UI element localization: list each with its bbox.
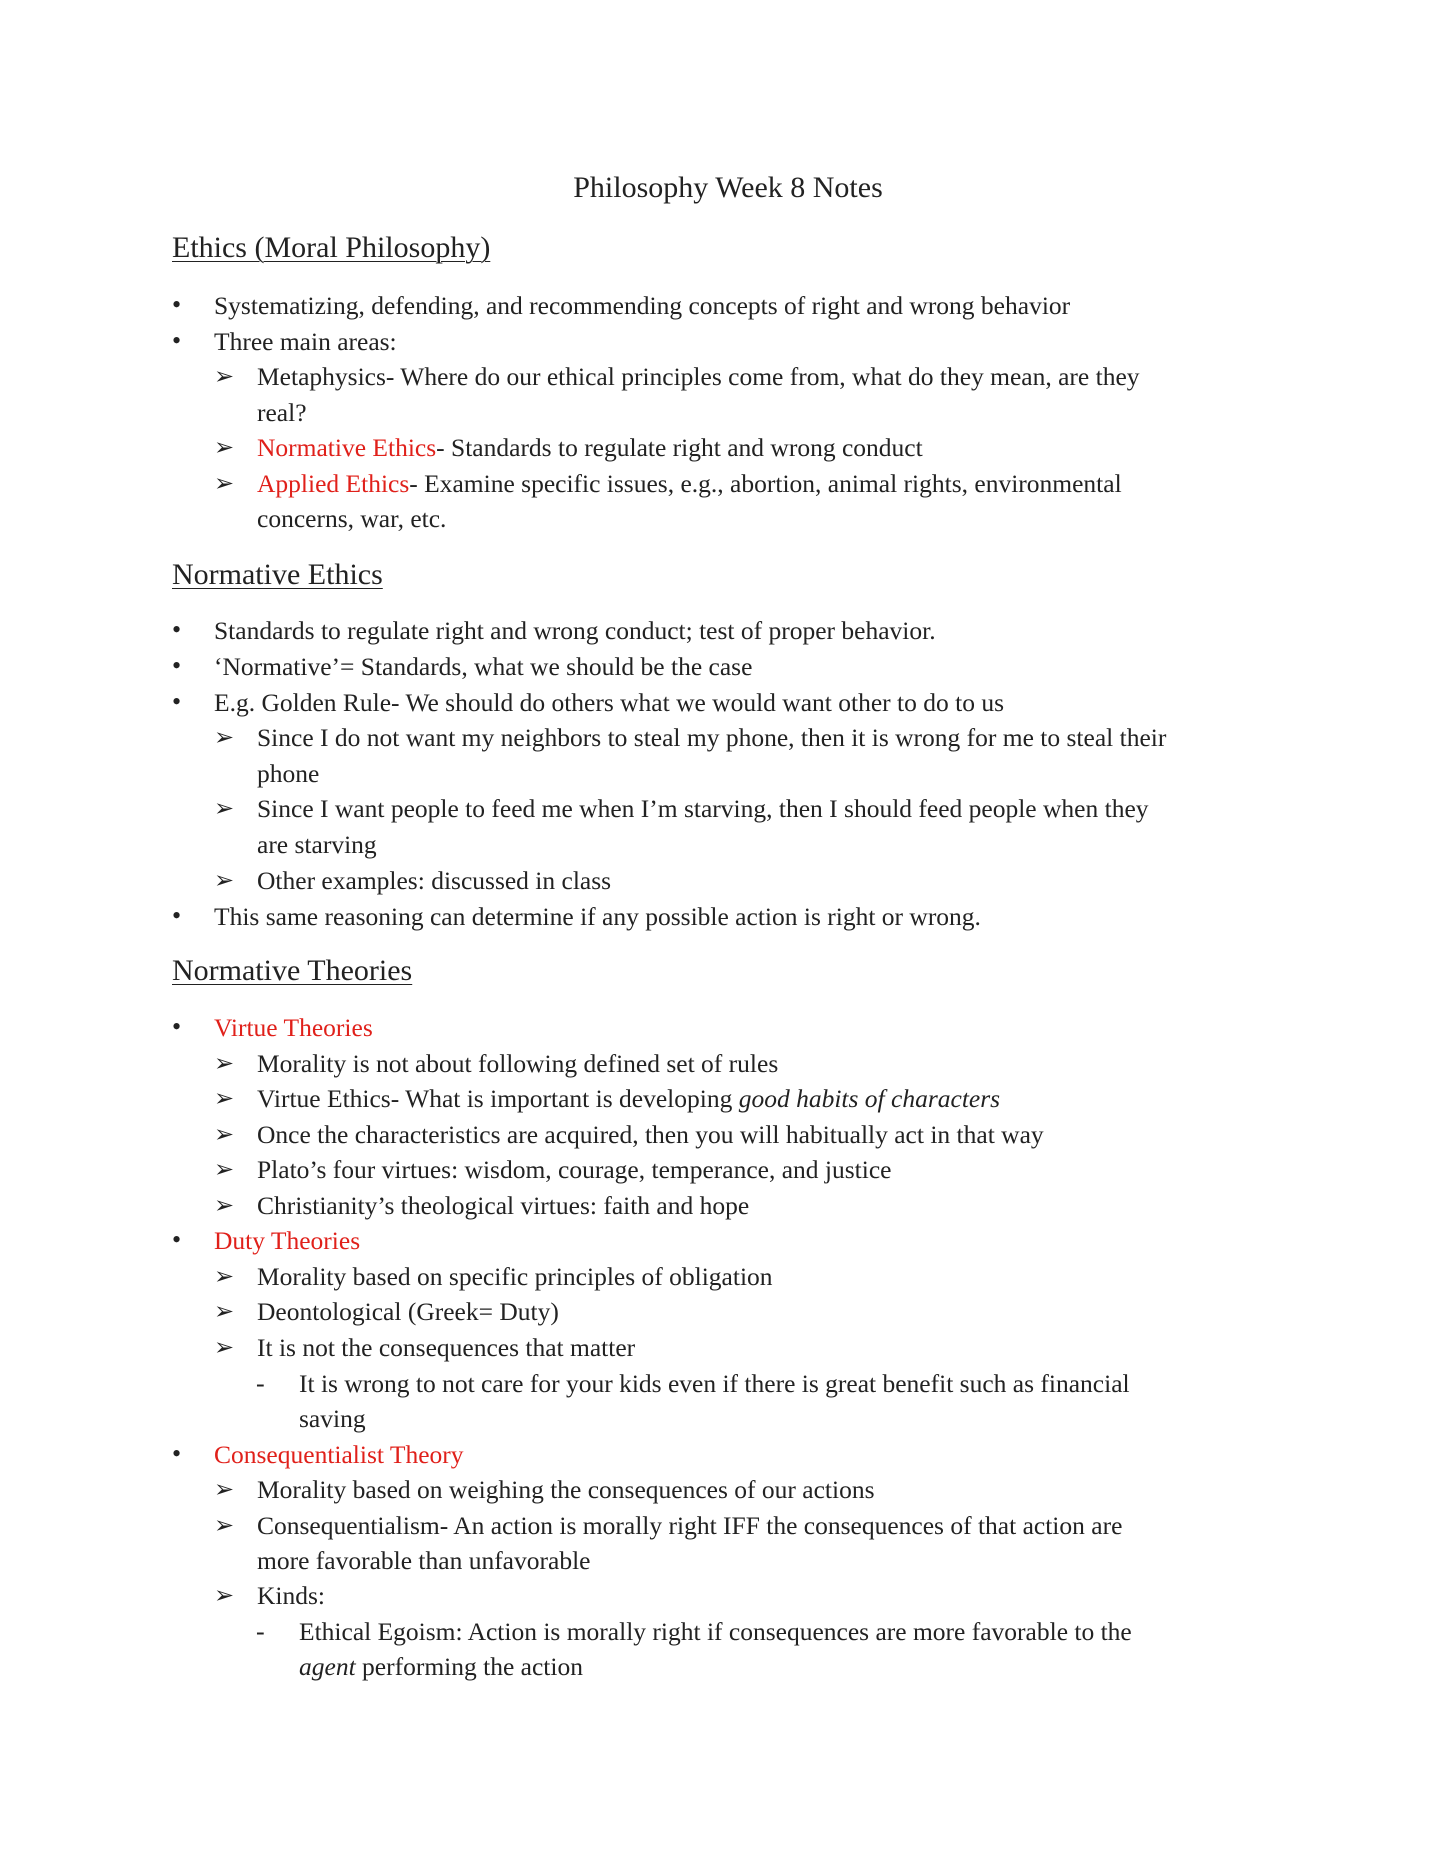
arrow-marker: ➢ (214, 1122, 235, 1148)
arrow-marker: ➢ (214, 868, 235, 894)
bullet-marker: • (172, 1012, 182, 1041)
list-item (257, 1083, 1000, 1115)
bullet-marker: • (172, 326, 182, 355)
bullet-marker: • (172, 615, 182, 644)
list-item: E.g. Golden Rule- We should do others what we would want other to do to us (214, 688, 1004, 717)
list-item: ‘Normative’= Standards, what we should be the case (214, 652, 753, 681)
theory-title-consequentialist: Consequentialist Theory (214, 1440, 464, 1469)
arrow-marker: ➢ (214, 796, 235, 822)
bullet-marker: • (172, 290, 182, 319)
bullet-marker: • (172, 901, 182, 930)
bullet-marker: • (172, 651, 182, 680)
list-item: Since I do not want my neighbors to steal my phone, then it is wrong for me to steal their (257, 723, 1167, 752)
list-item: Three main areas: (214, 327, 397, 356)
section-heading-normative-ethics: Normative Ethics (172, 558, 383, 591)
list-item: Ethical Egoism: Action is morally right if consequences are more favorable to the (299, 1617, 1132, 1646)
list-item: Once the characteristics are acquired, then you will habitually act in that way (257, 1120, 1044, 1149)
arrow-marker: ➢ (214, 1335, 235, 1361)
italic-term: good habits of characters (738, 1084, 1001, 1113)
list-item: Other examples: discussed in class (257, 866, 612, 895)
list-item: Deontological (Greek= Duty) (257, 1297, 559, 1326)
list-item-continuation (299, 1651, 583, 1683)
list-item: Metaphysics- Where do our ethical principles come from, what do they mean, are they (257, 362, 1140, 391)
arrow-marker: ➢ (214, 1086, 235, 1112)
item-text: Virtue Ethics- What is important is developing (257, 1084, 739, 1113)
list-item-continuation: more favorable than unfavorable (257, 1546, 591, 1575)
list-item (257, 468, 1122, 500)
arrow-marker: ➢ (214, 1157, 235, 1183)
item-text: - Examine specific issues, e.g., abortion, animal rights, environmental (409, 469, 1122, 498)
item-text: - Standards to regulate right and wrong conduct (436, 433, 923, 462)
theory-title-duty: Duty Theories (214, 1226, 361, 1255)
highlighted-term: Normative Ethics (257, 433, 437, 462)
arrow-marker: ➢ (214, 1264, 235, 1290)
arrow-marker: ➢ (214, 1477, 235, 1503)
arrow-marker: ➢ (214, 1583, 235, 1609)
list-item: Standards to regulate right and wrong conduct; test of proper behavior. (214, 616, 936, 645)
dash-marker: - (256, 1617, 265, 1646)
highlighted-term: Applied Ethics (257, 469, 410, 498)
list-item: It is not the consequences that matter (257, 1333, 636, 1362)
arrow-marker: ➢ (214, 1051, 235, 1077)
section-heading-normative-theories: Normative Theories (172, 954, 413, 987)
arrow-marker: ➢ (214, 364, 235, 390)
section-heading-ethics: Ethics (Moral Philosophy) (172, 231, 491, 264)
list-item (257, 432, 923, 464)
italic-term: agent (299, 1652, 356, 1681)
arrow-marker: ➢ (214, 471, 235, 497)
list-item-continuation: concerns, war, etc. (257, 504, 447, 533)
page-title: Philosophy Week 8 Notes (573, 171, 883, 204)
arrow-marker: ➢ (214, 725, 235, 751)
list-item: Christianity’s theological virtues: faith and hope (257, 1191, 750, 1220)
bullet-marker: • (172, 687, 182, 716)
arrow-marker: ➢ (214, 435, 235, 461)
list-item: It is wrong to not care for your kids even if there is great benefit such as financial (299, 1369, 1130, 1398)
bullet-marker: • (172, 1439, 182, 1468)
list-item: Systematizing, defending, and recommending concepts of right and wrong behavior (214, 291, 1071, 320)
list-item: Morality based on specific principles of obligation (257, 1262, 773, 1291)
list-item-continuation: phone (257, 759, 320, 788)
list-item: Since I want people to feed me when I’m starving, then I should feed people when they (257, 794, 1149, 823)
list-item: Consequentialism- An action is morally right IFF the consequences of that action are (257, 1511, 1123, 1540)
list-item: Morality is not about following defined set of rules (257, 1049, 779, 1078)
list-item-continuation: saving (299, 1404, 366, 1433)
list-item-continuation: real? (257, 398, 307, 427)
arrow-marker: ➢ (214, 1513, 235, 1539)
list-item: This same reasoning can determine if any possible action is right or wrong. (214, 902, 981, 931)
bullet-marker: • (172, 1225, 182, 1254)
arrow-marker: ➢ (214, 1299, 235, 1325)
item-text: performing the action (355, 1652, 583, 1681)
list-item: Plato’s four virtues: wisdom, courage, temperance, and justice (257, 1155, 892, 1184)
arrow-marker: ➢ (214, 1193, 235, 1219)
theory-title-virtue: Virtue Theories (214, 1013, 373, 1042)
list-item: Morality based on weighing the consequences of our actions (257, 1475, 875, 1504)
list-item: Kinds: (257, 1581, 326, 1610)
list-item-continuation: are starving (257, 830, 377, 859)
dash-marker: - (256, 1369, 265, 1398)
